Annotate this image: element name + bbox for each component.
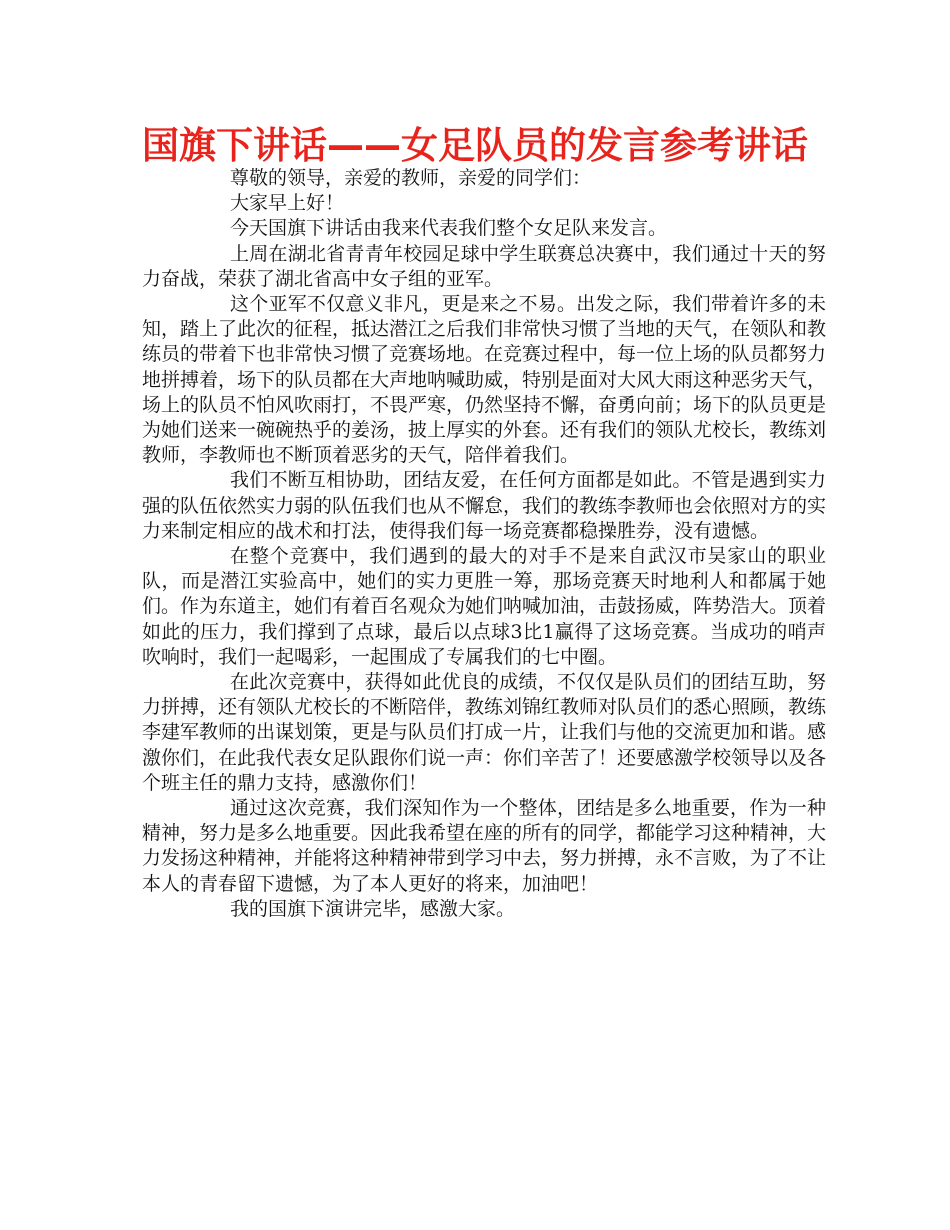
intro-paragraph: 今天国旗下讲话由我来代表我们整个女足队来发言。 bbox=[230, 217, 668, 240]
greeting-paragraph: 大家早上好！ bbox=[230, 192, 345, 215]
teamwork-paragraph: 我们不断互相协助，团结友爱，在任何方面都是如此。不管是遇到实力强的队伍依然实力弱的队伍我们也从不懈怠，我们的教练李教师也会依照对方的实力来制定相应的战术和打法，使得我们每一场竞赛都稳操胜券，没有遗憾。 bbox=[142, 469, 827, 542]
result-paragraph: 上周在湖北省青青年校园足球中学生联赛总决赛中，我们通过十天的努力奋战，荣获了湖北省高中女子组的亚军。 bbox=[142, 242, 826, 290]
closing-paragraph: 我的国旗下演讲完毕，感激大家。 bbox=[230, 897, 516, 920]
spirit-paragraph: 通过这次竞赛，我们深知作为一个整体，团结是多么地重要，作为一种精神，努力是多么地重要。因此我希望在座的所有的同学，都能学习这种精神，大力发扬这种精神，并能将这种精神带到学习中去，努力拼搏，永不言败，为了不让本人的青春留下遗憾，为了本人更好的将来，加油吧！ bbox=[142, 797, 827, 895]
thanks-paragraph: 在此次竞赛中，获得如此优良的成绩，不仅仅是队员们的团结互助，努力拼搏，还有领队尤校长的不断陪伴，教练刘锦红教师对队员们的悉心照顾，教练李建军教师的出谋划策，更是与队员们打成一片，让我们与他的交流更加和谐。感激你们，在此我代表女足队跟你们说一声：你们辛苦了！还要感激学校领导以及各个班主任的鼎力支持，感激你们！ bbox=[142, 671, 827, 794]
document-title: 国旗下讲话——女足队员的发言参考讲话 bbox=[142, 124, 808, 167]
final-match-paragraph: 在整个竞赛中，我们遇到的最大的对手不是来自武汉市吴家山的职业队，而是潜江实验高中，她们的实力更胜一筹，那场竞赛天时地利人和都属于她们。作为东道主，她们有着百名观众为她们呐喊加油，击鼓扬威，阵势浩大。顶着如此的压力，我们撑到了点球，最后以点球3比1赢得了这场竞赛。当成功的哨声吹响时，我们一起喝彩，一起围成了专属我们的七中圈。 bbox=[142, 545, 827, 668]
document-body bbox=[142, 166, 826, 922]
salutation-paragraph: 尊敬的领导，亲爱的教师，亲爱的同学们： bbox=[230, 167, 592, 189]
journey-paragraph: 这个亚军不仅意义非凡，更是来之不易。出发之际，我们带着许多的未知，踏上了此次的征程，抵达潜江之后我们非常快习惯了当地的天气，在领队和教练员的带着下也非常快习惯了竞赛场地。在竞赛过程中，每一位上场的队员都努力地拼搏着，场下的队员都在大声地呐喊助威，特别是面对大风大雨这种恶劣天气，场上的队员不怕风吹雨打，不畏严寒，仍然坚持不懈，奋勇向前；场下的队员更是为她们送来一碗碗热乎的姜汤，披上厚实的外套。还有我们的领队尤校长，教练刘教师，李教师也不断顶着恶劣的天气，陪伴着我们。 bbox=[142, 293, 827, 467]
